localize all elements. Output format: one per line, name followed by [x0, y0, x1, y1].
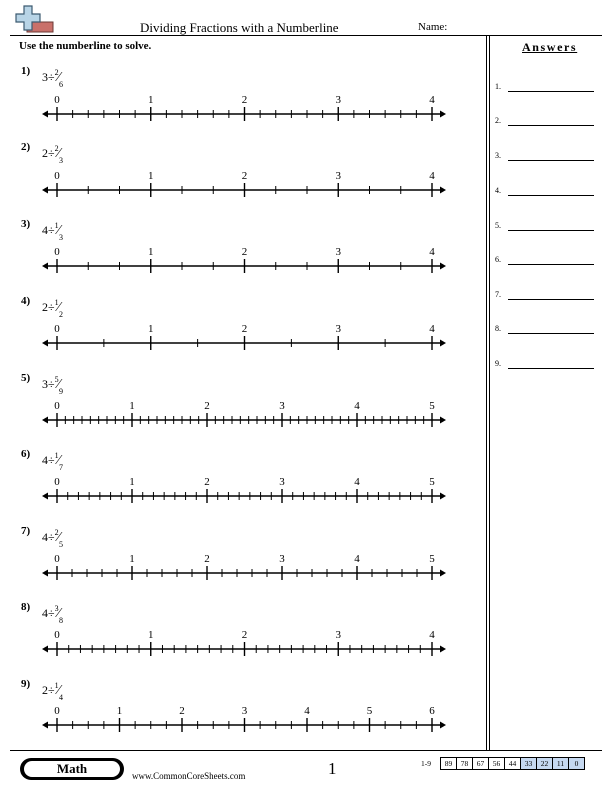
- problem-expression: $4\div^2⁄_5$: [42, 528, 63, 549]
- numberline-tick-label: 1: [129, 400, 135, 412]
- arrow-left-icon: [42, 340, 48, 347]
- numberline-tick-label: 1: [116, 705, 123, 717]
- score-cell: 78: [457, 758, 473, 769]
- numberline-tick-label: 3: [279, 400, 285, 412]
- numberline-tick-label: 4: [429, 246, 435, 258]
- arrow-left-icon: [42, 263, 48, 270]
- numberline-tick-label: 4: [429, 94, 435, 106]
- math-badge: [20, 758, 124, 780]
- numberline-tick-label: 5: [366, 705, 373, 717]
- numberline-tick-label: 3: [279, 553, 285, 565]
- numberline-tick-label: 3: [241, 705, 248, 717]
- answer-number: 1.: [495, 82, 501, 91]
- answers-title: Answers: [522, 40, 578, 54]
- numberline-tick-label: 2: [241, 246, 248, 258]
- answer-number: 6.: [495, 255, 501, 264]
- numberline-tick-label: 2: [204, 553, 210, 565]
- problem-expression: $3\div^5⁄_9$: [42, 375, 63, 396]
- arrow-right-icon: [440, 187, 446, 194]
- score-cell: 89: [441, 758, 457, 769]
- problem-number: 1): [21, 65, 31, 77]
- numberline-tick-label: 3: [279, 476, 285, 488]
- problem-expression: $2\div^1⁄_2$: [42, 298, 63, 319]
- numberline-tick-label: 5: [429, 553, 435, 565]
- arrow-left-icon: [42, 570, 48, 577]
- numberline-tick-label: 3: [335, 170, 341, 182]
- numberline-tick-label: 0: [54, 94, 60, 106]
- problem-expression: $4\div^1⁄_7$: [42, 451, 63, 472]
- numberline-tick-label: 3: [335, 323, 341, 335]
- arrow-left-icon: [42, 493, 48, 500]
- numberline-tick-label: 0: [54, 476, 60, 488]
- answer-number: 8.: [495, 324, 501, 333]
- numberline-tick-label: 3: [335, 94, 341, 106]
- footer-divider: [10, 750, 602, 751]
- problem-expression: $2\div^2⁄_3$: [42, 144, 63, 165]
- score-cell: 11: [553, 758, 569, 769]
- arrow-left-icon: [42, 417, 48, 424]
- numberline-tick-label: 0: [54, 323, 60, 335]
- numberline-tick-label: 1: [148, 323, 154, 335]
- numberline-tick-label: 3: [335, 246, 341, 258]
- score-cell: 67: [473, 758, 489, 769]
- numberline-tick-label: 4: [354, 553, 360, 565]
- arrow-right-icon: [440, 417, 446, 424]
- numberline-tick-label: 2: [241, 94, 248, 106]
- answer-number: 9.: [495, 359, 501, 368]
- numberline-tick-label: 0: [54, 629, 60, 641]
- score-range: 1-9: [421, 759, 431, 768]
- problem-number: 7): [21, 525, 31, 537]
- numberline-tick-label: 2: [179, 705, 185, 717]
- score-cell: 44: [505, 758, 521, 769]
- arrow-left-icon: [42, 646, 48, 653]
- numberline-tick-label: 6: [429, 705, 435, 717]
- numberline-tick-label: 4: [429, 629, 435, 641]
- answer-number: 3.: [495, 151, 501, 160]
- arrow-right-icon: [440, 340, 446, 347]
- numberline-tick-label: 0: [54, 170, 60, 182]
- problem-number: 8): [21, 601, 31, 613]
- arrow-left-icon: [42, 722, 48, 729]
- problem-expression: $4\div^1⁄_3$: [42, 221, 63, 242]
- arrow-left-icon: [42, 111, 48, 118]
- numberline-tick-label: 0: [54, 246, 60, 258]
- problem-number: 3): [21, 218, 31, 230]
- score-cell: 33: [521, 758, 537, 769]
- answer-number: 2.: [495, 116, 501, 125]
- arrow-right-icon: [440, 646, 446, 653]
- answer-number: 5.: [495, 221, 501, 230]
- name-label: Name:: [418, 21, 448, 33]
- numberline-tick-label: 4: [304, 705, 310, 717]
- numberline-tick-label: 1: [148, 94, 154, 106]
- numberline-tick-label: 4: [354, 400, 360, 412]
- answer-number: 4.: [495, 186, 501, 195]
- arrow-right-icon: [440, 493, 446, 500]
- numberline-tick-label: 4: [354, 476, 360, 488]
- numberline-tick-label: 2: [204, 400, 210, 412]
- arrow-right-icon: [440, 570, 446, 577]
- score-table: [440, 757, 585, 770]
- numberline-tick-label: 4: [429, 170, 435, 182]
- problem-number: 5): [21, 372, 31, 384]
- numberline-tick-label: 3: [335, 629, 341, 641]
- numberline-tick-label: 1: [148, 170, 154, 182]
- score-cell: 0: [569, 758, 584, 769]
- numberline-tick-label: 2: [241, 170, 248, 182]
- numberline-tick-label: 1: [148, 246, 154, 258]
- website-link[interactable]: www.CommonCoreSheets.com: [132, 771, 246, 781]
- arrow-right-icon: [440, 263, 446, 270]
- score-cell: 22: [537, 758, 553, 769]
- worksheet-title: Dividing Fractions with a Numberline: [140, 20, 339, 35]
- problem-expression: $3\div^2⁄_6$: [42, 68, 63, 89]
- arrow-left-icon: [42, 187, 48, 194]
- numberline-tick-label: 4: [429, 323, 435, 335]
- numberline-tick-label: 2: [204, 476, 210, 488]
- math-badge-label: Math: [24, 761, 120, 777]
- answer-number: 7.: [495, 290, 501, 299]
- numberline-tick-label: 1: [129, 476, 135, 488]
- problem-expression: $2\div^1⁄_4$: [42, 681, 63, 702]
- numberline-tick-label: 5: [429, 400, 435, 412]
- instructions: Use the numberline to solve.: [19, 40, 152, 52]
- numberline-tick-label: 2: [241, 323, 248, 335]
- numberline-tick-label: 1: [148, 629, 154, 641]
- numberline-tick-label: 1: [129, 553, 135, 565]
- score-cell: 56: [489, 758, 505, 769]
- problem-number: 4): [21, 295, 31, 307]
- problem-number: 9): [21, 678, 31, 690]
- numberline-tick-label: 0: [54, 400, 60, 412]
- page-number: 1: [328, 759, 337, 778]
- problem-expression: $4\div^3⁄_8$: [42, 604, 63, 625]
- numberline-tick-label: 0: [54, 705, 60, 717]
- problem-number: 2): [21, 141, 31, 153]
- problem-number: 6): [21, 448, 31, 460]
- arrow-right-icon: [440, 722, 446, 729]
- arrow-right-icon: [440, 111, 446, 118]
- numberline-tick-label: 2: [241, 629, 248, 641]
- numberline-tick-label: 0: [54, 553, 60, 565]
- numberline-tick-label: 5: [429, 476, 435, 488]
